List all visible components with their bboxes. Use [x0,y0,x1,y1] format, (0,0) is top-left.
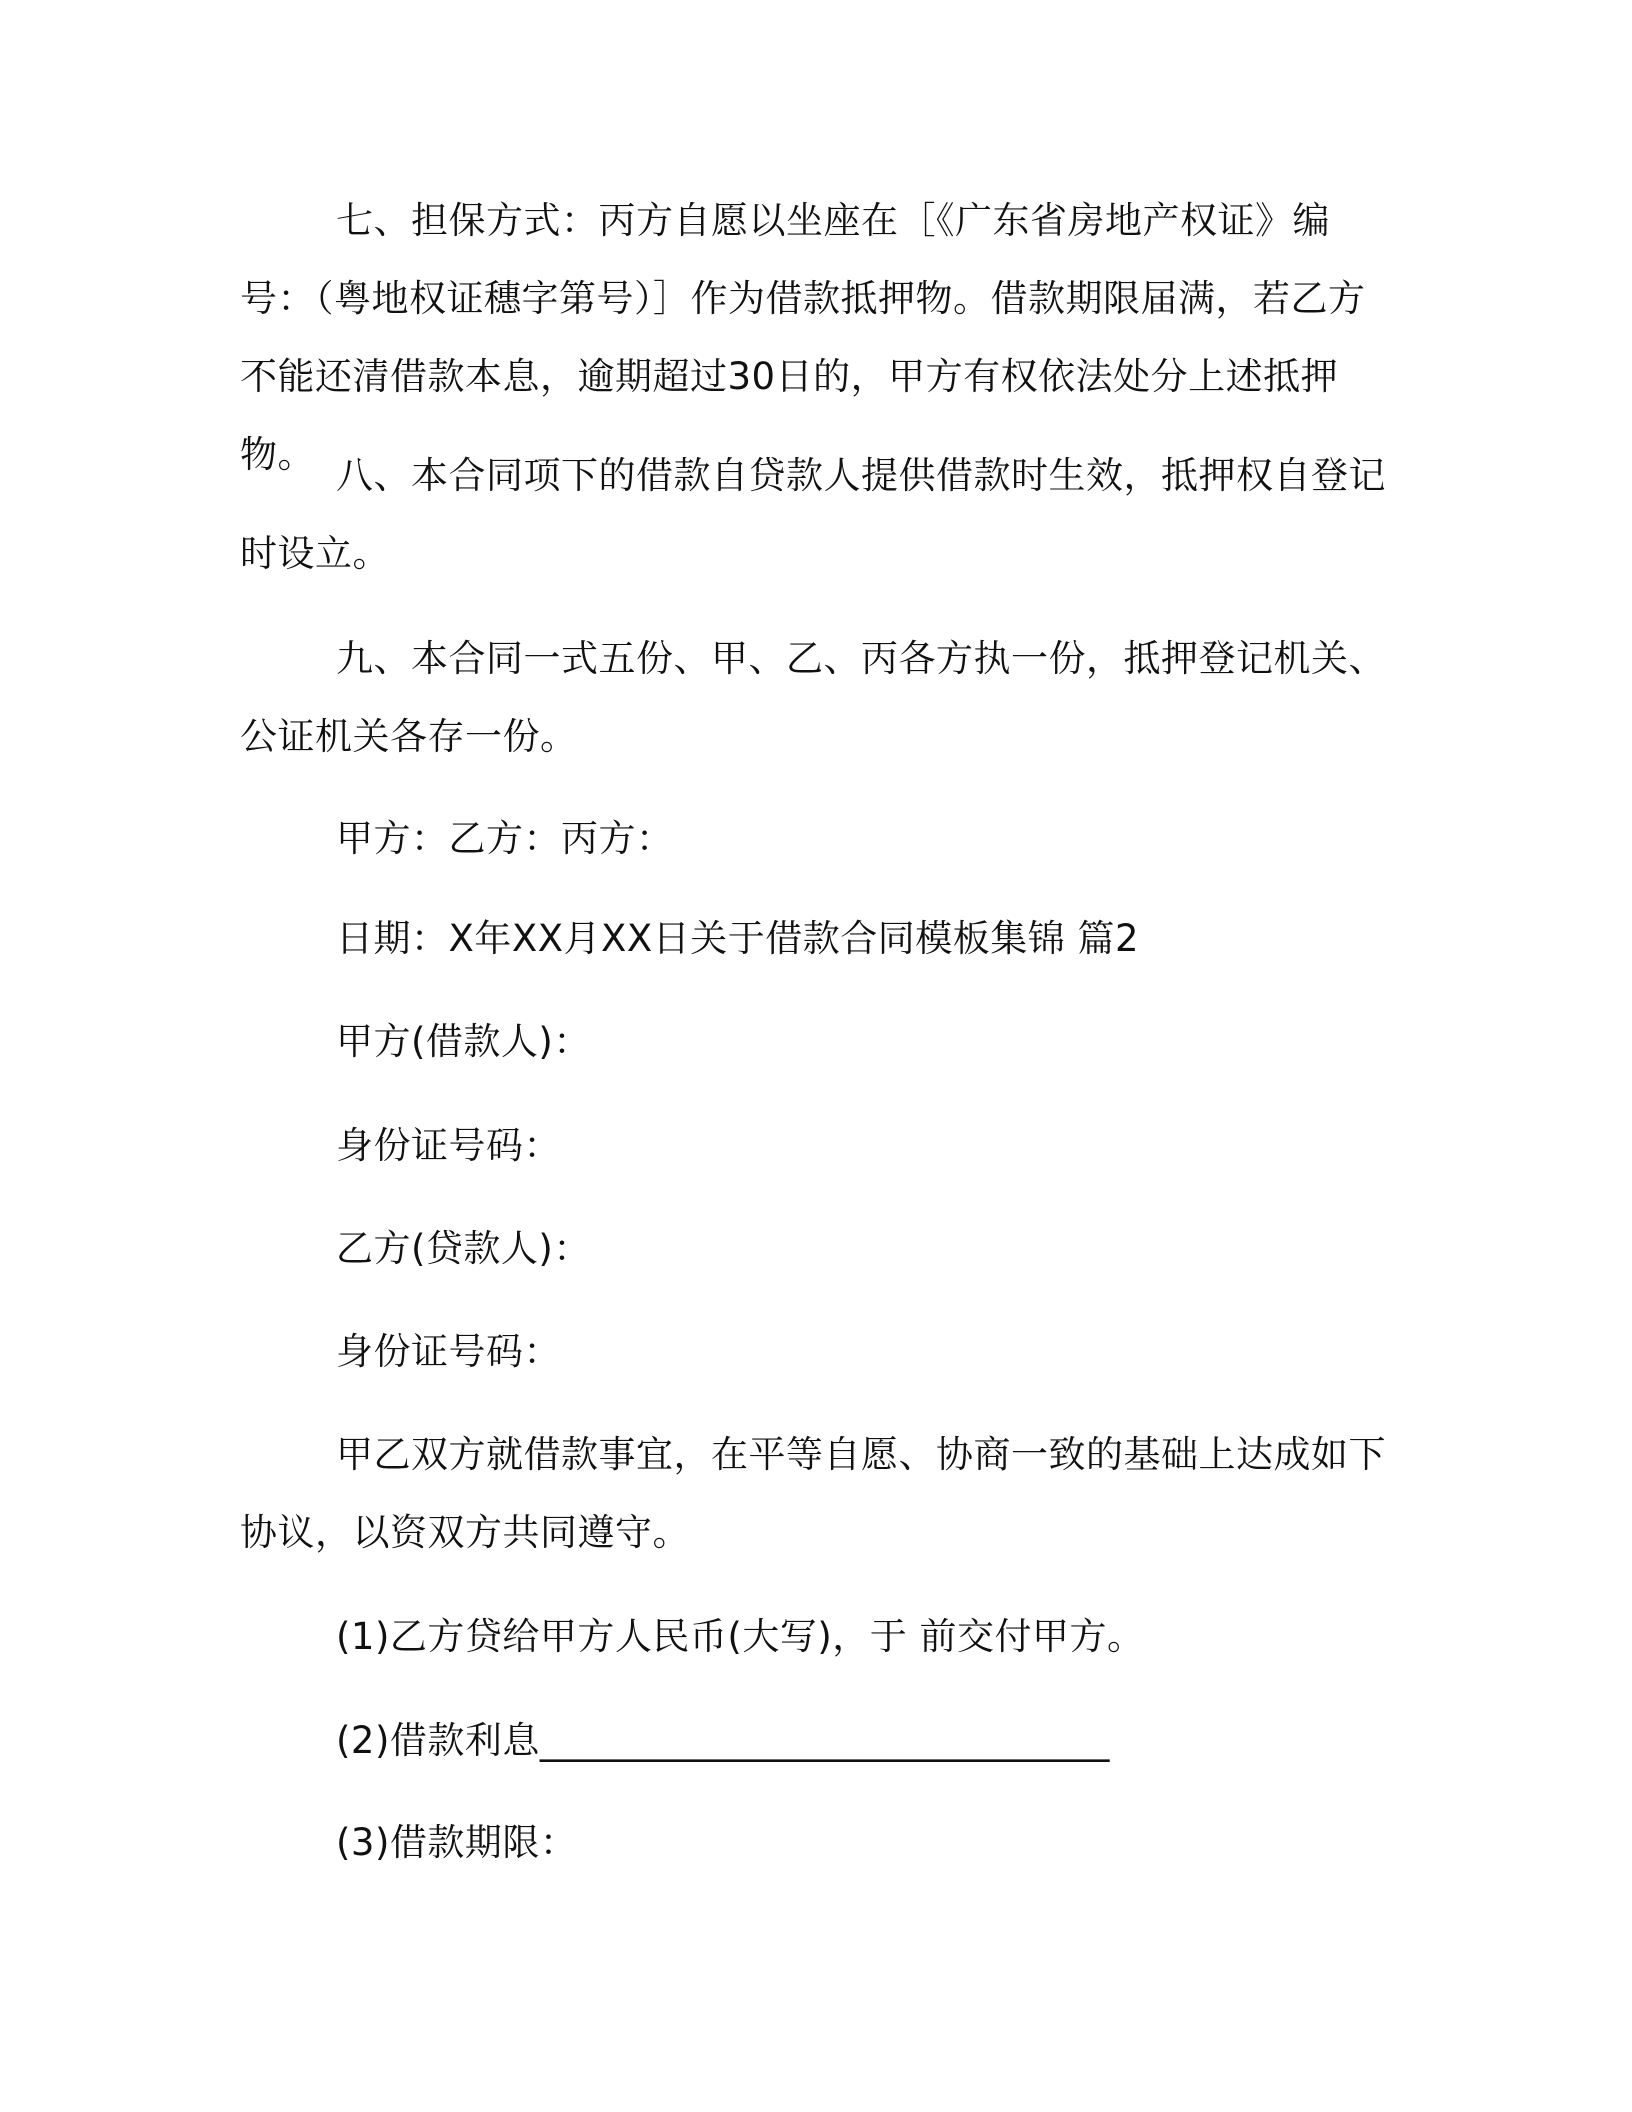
lender-line: 乙方(贷款人)： [336,1227,591,1270]
date-line: 日期：X年XX月XX日关于借款合同模板集锦 篇2 [336,917,1140,960]
clause-8-paragraph: 八、本合同项下的借款自贷款人提供借款时生效，抵押权自登记时设立。 [240,454,1386,575]
borrower-line: 甲方(借款人)： [336,1020,591,1063]
borrower-id-line: 身份证号码： [336,1124,561,1167]
clause-9-paragraph: 九、本合同一式五份、甲、乙、丙各方执一份，抵押登记机关、公证机关各存一份。 [240,637,1386,758]
loan-amount-line: (1)乙方贷给甲方人民币(大写)，于 前交付甲方。 [336,1615,1145,1658]
loan-interest-line: (2)借款利息______________________________ [336,1719,1110,1762]
signature-parties-line: 甲方：乙方：丙方： [336,817,674,860]
lender-id-line: 身份证号码： [336,1330,561,1373]
loan-term-line: (3)借款期限： [336,1821,578,1864]
agreement-intro-paragraph: 甲乙双方就借款事宜，在平等自愿、协商一致的基础上达成如下协议，以资双方共同遵守。 [240,1433,1386,1554]
clause-7-paragraph: 七、担保方式：丙方自愿以坐座在［《广东省房地产权证》编号：（粤地权证穗字第号）］作为借款抵押物。借款期限届满，若乙方不能还清借款本息，逾期超过30日的，甲方有权依法处分上述抵押物。 [240,199,1366,476]
